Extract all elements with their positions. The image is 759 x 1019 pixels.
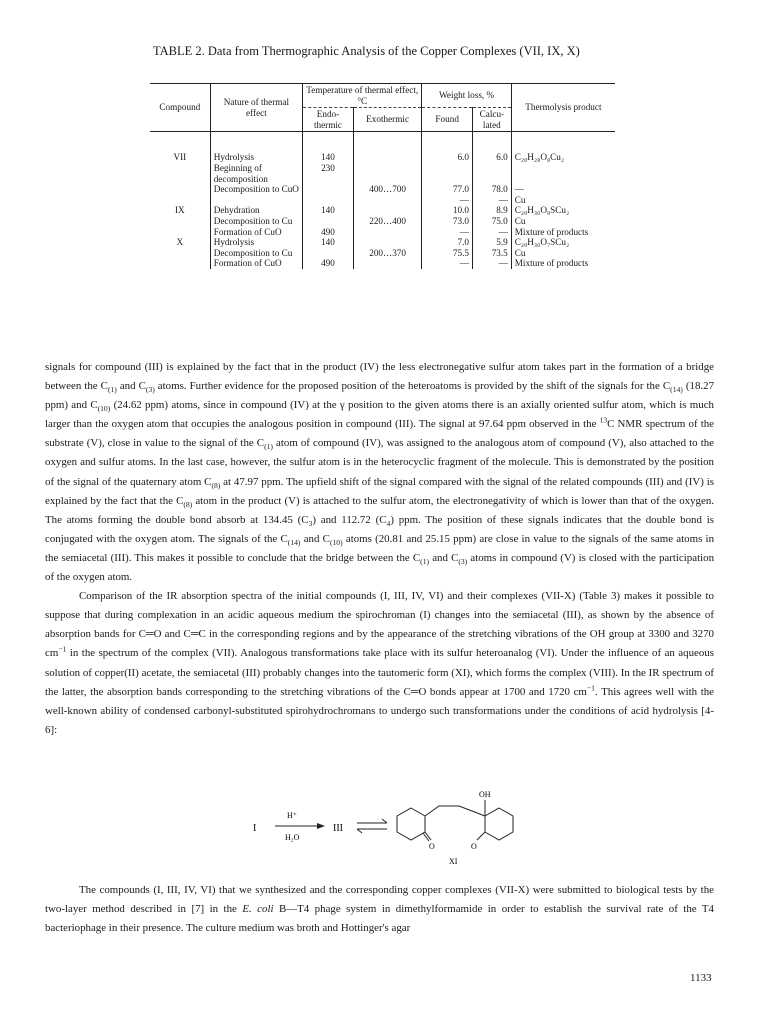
- cell-endo: [303, 216, 354, 227]
- cell-calculated: —: [472, 195, 511, 206]
- superscript: −1: [58, 644, 67, 654]
- text-run: signals for compound (III) is explained by the fact that in the product (IV) the less electronegative sulfur atom takes part in the formation of a bridge between the C: [45, 361, 714, 393]
- cell-found: 73.0: [422, 216, 473, 227]
- cell-product: Mixture of products: [511, 227, 615, 238]
- text-run: and C: [300, 532, 330, 545]
- text-run: atoms in compound (V) is closed with the participation of the oxygen atom.: [45, 551, 715, 584]
- cell-endo: 490: [303, 258, 354, 269]
- cell-calculated: —: [472, 227, 511, 238]
- scheme-left: I: [253, 823, 257, 834]
- table-row: [150, 258, 615, 269]
- cell-exo: 400…700: [353, 184, 422, 195]
- structure-xi-icon: [397, 800, 513, 841]
- table-label: TABLE 2.: [153, 44, 205, 58]
- table-row: [150, 184, 615, 195]
- text-run: ) ppm. The position of these signals indicates that the double bond is conjugated with the oxygen atom. The signals of the C: [45, 513, 714, 545]
- cell-product: Mixture of products: [511, 258, 615, 269]
- cell-compound: [150, 216, 210, 227]
- page-number: 1133: [690, 972, 712, 984]
- table-row: [150, 248, 615, 259]
- cell-calculated: 75.0: [472, 216, 511, 227]
- cell-compound: [150, 227, 210, 238]
- cell-product: C₂₀H₃₀O₈SCu₂: [511, 205, 615, 216]
- text-run: (18.27 ppm) and C: [45, 380, 715, 412]
- header-nature: Nature of thermal effect: [210, 84, 302, 132]
- cell-found: —: [422, 195, 473, 206]
- cell-calculated: 8.9: [472, 205, 511, 216]
- scheme-reagent-top: H⁺: [287, 811, 297, 820]
- header-calculated: Calcu-lated: [472, 108, 511, 132]
- scheme-o2: O: [471, 842, 477, 851]
- text-run: Comparison of the IR absorption spectra of the initial compounds (I, III, IV, VI) and their complexes (VII-X) (Table 3) makes it possible to suppose that during complexation in an acidic aqueous medium the spirochroman (I) changes into the semiacetal (III), as shown by the absence of absorption bands for C═O and C═C in the corresponding regions and by the appearance of the stretching vibrations of the OH group at 3300 and 3270 cm: [45, 590, 714, 660]
- subscript: (14): [287, 538, 301, 548]
- cell-nature: Decomposition to Cu: [210, 248, 302, 259]
- text-run: (24.62 ppm) atoms, since in compound (IV) at the γ position to the given atoms there is an axially oriented sulfur atom, which is much larger than the oxygen atom that occupies the analogous position in compound (III). The signal at 97.64 ppm observed in the: [45, 399, 714, 431]
- subscript: (8): [211, 480, 221, 490]
- text-run: and C: [116, 380, 146, 393]
- reaction-scheme: [245, 788, 545, 868]
- cell-calculated: [472, 163, 511, 184]
- header-found: Found: [422, 108, 473, 132]
- cell-endo: [303, 184, 354, 195]
- cell-compound: [150, 195, 210, 206]
- table-title: Data from Thermographic Analysis of the Copper Complexes (VII, IX, X): [207, 44, 580, 58]
- text-run: atom of compound (IV), was assigned to the analogous atom of compound (V), also attached to the oxygen and sulfur atoms. In the last case, however, the sulfur atom is in the heterocyclic fragment of the molecule. This is demonstrated by the position of the signal of the quaternary atom C: [45, 437, 714, 488]
- cell-compound: IX: [175, 205, 185, 216]
- superscript: 13: [599, 415, 608, 425]
- organism-name: E. coli: [242, 903, 274, 916]
- cell-exo: 200…370: [353, 248, 422, 259]
- text-run: atom in the product (V) is attached to the sulfur atom, the electronegativity of which is lower than that of the oxygen. The atoms forming the double bond absorb at 134.45 (C: [45, 494, 714, 526]
- paragraph-ir: [45, 587, 714, 740]
- article-tail: [45, 881, 714, 938]
- cell-calculated: 78.0: [472, 184, 511, 195]
- cell-found: 6.0: [422, 152, 473, 163]
- cell-found: 75.5: [422, 248, 473, 259]
- cell-exo: [353, 163, 422, 184]
- subscript: (14): [670, 385, 683, 395]
- header-exo: Exothermic: [353, 108, 422, 132]
- table-row: [150, 227, 615, 238]
- subscript: (1): [420, 557, 430, 567]
- text-run: at 47.97 ppm. The upfield shift of the signal compared with the signal of the related compounds (III) and (IV) is explained by the fact that the C: [45, 475, 714, 507]
- cell-compound: [150, 184, 210, 195]
- scheme-middle: III: [333, 823, 343, 834]
- header-temperature: Temperature of thermal effect, °C: [303, 84, 422, 108]
- subscript: (10): [97, 404, 111, 414]
- cell-compound: [150, 163, 210, 184]
- cell-endo: [303, 195, 354, 206]
- paragraph-nmr: [45, 358, 714, 587]
- cell-compound: X: [176, 237, 184, 248]
- superscript: −1: [586, 682, 595, 692]
- text-run: . This agrees well with the well-known ability of condensed carbonyl-substituted spirohydrochromans to undergo such transformations under the conditions of acid hydrolysis [4-6]:: [45, 685, 714, 736]
- text-run: atoms (20.81 and 25.15 ppm) are close in value to the signals of the same atoms in the semiacetal (III). This makes it possible to conclude that the bridge between the C: [45, 532, 715, 564]
- scheme-reagent-bottom: H₂O: [285, 833, 300, 842]
- cell-nature: Hydrolysis: [210, 237, 302, 248]
- cell-calculated: 6.0: [472, 152, 511, 163]
- cell-nature: Decomposition to CuO: [210, 184, 302, 195]
- cell-exo: [353, 258, 422, 269]
- cell-exo: [353, 152, 422, 163]
- cell-exo: [353, 227, 422, 238]
- cell-endo: 230: [303, 163, 354, 184]
- cell-nature: [210, 195, 302, 206]
- header-product: Thermolysis product: [511, 84, 615, 132]
- scheme-oh: OH: [479, 790, 491, 799]
- subscript: (1): [264, 442, 273, 452]
- cell-product: Cu: [511, 248, 615, 259]
- table-row: [150, 195, 615, 206]
- cell-product: Cu: [511, 216, 615, 227]
- subscript: 4: [386, 518, 391, 528]
- scheme-o1: O: [429, 842, 435, 851]
- cell-nature: Hydrolysis: [210, 152, 302, 163]
- cell-endo: 140: [303, 152, 354, 163]
- cell-found: —: [422, 258, 473, 269]
- table-row: [150, 205, 615, 216]
- text-run: atoms. Further evidence for the proposed position of the heteroatoms is provided by the shift of the signals for the C: [154, 380, 671, 393]
- table-row: [150, 216, 615, 227]
- header-endo: Endo-thermic: [303, 108, 354, 132]
- cell-exo: [353, 195, 422, 206]
- table-caption: [153, 42, 623, 61]
- text-run: ) and 112.72 (C: [312, 513, 387, 526]
- cell-calculated: 73.5: [472, 248, 511, 259]
- cell-product: [511, 163, 615, 184]
- thermographic-table: [150, 83, 615, 269]
- cell-nature: Decomposition to Cu: [210, 216, 302, 227]
- cell-nature: Formation of CuO: [210, 258, 302, 269]
- cell-compound: VII: [173, 152, 187, 163]
- cell-product: —: [511, 184, 615, 195]
- article-body: [45, 358, 714, 740]
- cell-nature: Dehydration: [210, 205, 302, 216]
- cell-found: —: [422, 227, 473, 238]
- header-weight-loss: Weight loss, %: [422, 84, 511, 108]
- text-run: C NMR spectrum of the substrate (V), close in value to the signal of the C: [45, 418, 715, 450]
- cell-found: [422, 163, 473, 184]
- text-run: and C: [429, 551, 459, 564]
- cell-calculated: 5.9: [472, 237, 511, 248]
- header-compound: Compound: [159, 102, 201, 113]
- cell-endo: 490: [303, 227, 354, 238]
- scheme-label: XI: [449, 857, 458, 866]
- cell-nature: Beginning of decomposition: [210, 163, 302, 184]
- subscript: (3): [145, 385, 155, 395]
- subscript: (8): [183, 499, 193, 509]
- cell-product: Cu: [511, 195, 615, 206]
- cell-exo: [353, 237, 422, 248]
- cell-found: 77.0: [422, 184, 473, 195]
- subscript: 3: [308, 518, 313, 528]
- cell-calculated: —: [472, 258, 511, 269]
- subscript: (10): [329, 538, 343, 548]
- table-row: [150, 237, 615, 248]
- arrow-head-icon: [317, 823, 325, 829]
- text-run: The compounds (I, III, IV, VI) that we synthesized and the corresponding copper complexes (VII-X) were submitted to biological tests by the two-layer method described in [7] in the: [45, 884, 714, 916]
- cell-found: 10.0: [422, 205, 473, 216]
- cell-exo: 220…400: [353, 216, 422, 227]
- cell-endo: 140: [303, 205, 354, 216]
- equilibrium-arrows-icon: [357, 819, 387, 833]
- cell-found: 7.0: [422, 237, 473, 248]
- table-row: [150, 163, 615, 184]
- table-row: [150, 152, 615, 163]
- cell-nature: Formation of CuO: [210, 227, 302, 238]
- cell-compound: [150, 248, 210, 259]
- cell-exo: [353, 205, 422, 216]
- subscript: (3): [458, 557, 468, 567]
- subscript: (1): [107, 385, 117, 395]
- paragraph-biological-tests: [45, 881, 714, 938]
- cell-product: C₂₀H₂₈O₈Cu₂: [511, 152, 615, 163]
- cell-endo: [303, 248, 354, 259]
- text-run: in the spectrum of the complex (VII). Analogous transformations take place with its sulfur heteroanalog (VI). Under the influence of an aqueous solution of copper(II) acetate, the semiacetal (III) probably changes into the tautomeric form (XI), which forms the complex (VIII). In the IR spectrum of the latter, the absorption bands corresponding to the stretching vibrations of the C═O bonds appear at 1700 and 1720 cm: [45, 647, 714, 698]
- cell-product: C₂₀H₃₀O₇SCu₂: [511, 237, 615, 248]
- cell-compound: [150, 258, 210, 269]
- text-run: B—T4 phage system in dimethylformamide in order to establish the survival rate of the T4 bacteriophage in their presence. The culture medium was broth and Hottinger's agar: [45, 903, 714, 935]
- cell-endo: 140: [303, 237, 354, 248]
